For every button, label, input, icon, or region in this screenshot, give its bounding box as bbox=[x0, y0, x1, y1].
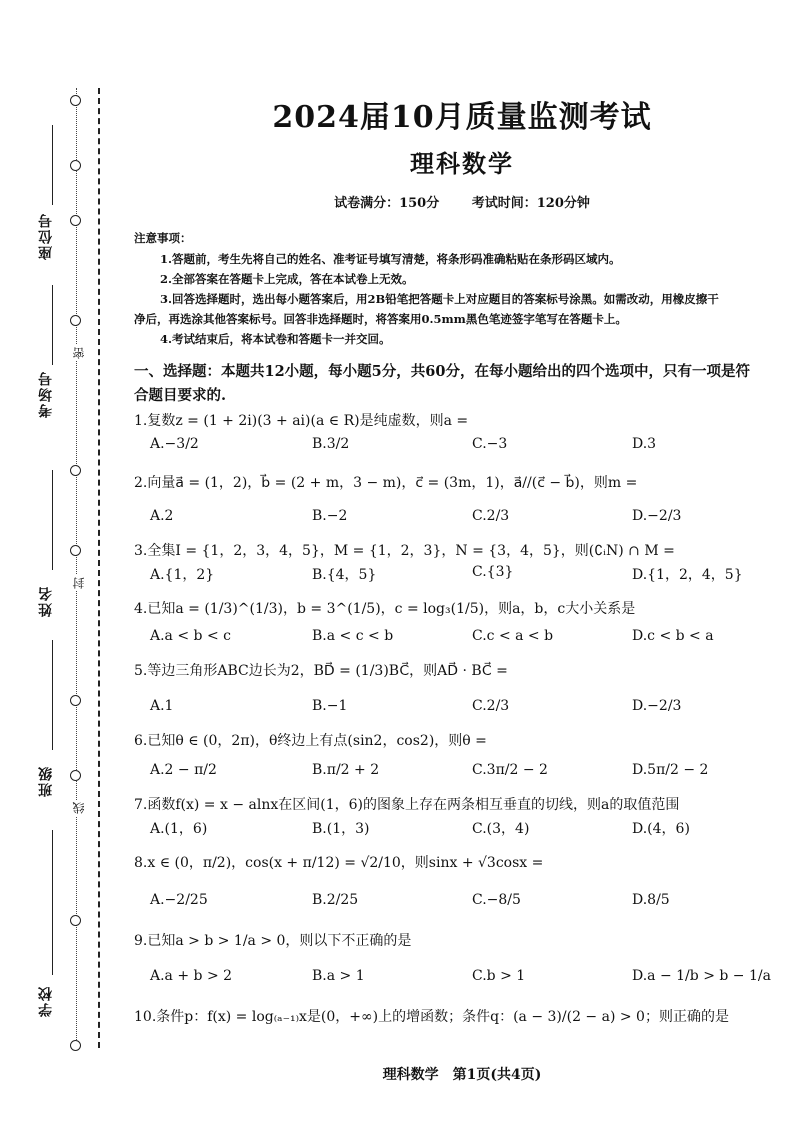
notes-heading: 注意事项： bbox=[134, 231, 192, 245]
option-b[interactable]: B.a < c < b bbox=[312, 628, 394, 644]
notes-block bbox=[134, 228, 790, 349]
option-b[interactable]: B.a > 1 bbox=[312, 968, 365, 984]
option-c[interactable]: C.3π/2 − 2 bbox=[472, 762, 548, 778]
option-d[interactable]: D.−2/3 bbox=[632, 508, 682, 524]
question-stem-8: 8.x ∈ (0，π/2)，cos(x + π/12) = √2/10，则sinx + √3cosx = bbox=[134, 855, 544, 871]
binding-hole bbox=[70, 1040, 81, 1051]
question-options-3 bbox=[150, 564, 790, 586]
label-seat-number: 座位号 bbox=[38, 212, 54, 260]
seal-char: 线 bbox=[72, 802, 86, 814]
option-c[interactable]: C.c < a < b bbox=[472, 628, 554, 644]
binding-margin bbox=[0, 0, 120, 1122]
question-options-2 bbox=[150, 508, 790, 530]
label-room-number: 考场号 bbox=[38, 370, 54, 418]
option-a[interactable]: A.{1，2} bbox=[150, 567, 215, 583]
duration: 考试时间：120分钟 bbox=[471, 196, 590, 211]
note-item-continued: 净后，再选涂其他答案标号。回答非选择题时，将答案用0.5mm黑色笔迹签字笔写在答题卡上。 bbox=[134, 312, 627, 326]
label-school: 学校 bbox=[38, 985, 54, 1017]
question-options-4 bbox=[150, 628, 790, 650]
option-c[interactable]: C.−8/5 bbox=[472, 892, 521, 908]
question-stem-6: 6.已知θ ∈ (0，2π)，θ终边上有点(sin2，cos2)，则θ = bbox=[134, 733, 487, 749]
question-stem-9: 9.已知a > b > 1/a > 0，则以下不正确的是 bbox=[134, 933, 412, 949]
school-field[interactable] bbox=[52, 830, 53, 975]
binding-hole bbox=[70, 315, 81, 326]
option-a[interactable]: A.a < b < c bbox=[150, 628, 231, 644]
binding-hole bbox=[70, 915, 81, 926]
seal-dotted-line bbox=[76, 88, 77, 1048]
question-options-5 bbox=[150, 698, 790, 720]
binding-hole bbox=[70, 695, 81, 706]
option-d[interactable]: D.{1，2，4，5} bbox=[632, 567, 743, 583]
label-class: 班级 bbox=[38, 765, 54, 797]
option-d[interactable]: D.5π/2 − 2 bbox=[632, 762, 709, 778]
class-field[interactable] bbox=[52, 640, 53, 750]
option-d[interactable]: D.(4，6) bbox=[632, 821, 690, 837]
name-field[interactable] bbox=[52, 470, 53, 570]
question-stem-1: 1.复数z = (1 + 2i)(3 + ai)(a ∈ R)是纯虚数，则a = bbox=[134, 413, 469, 429]
option-a[interactable]: A.2 − π/2 bbox=[150, 762, 217, 778]
option-a[interactable]: A.2 bbox=[150, 508, 174, 524]
option-d[interactable]: D.a − 1/b > b − 1/a bbox=[632, 968, 771, 984]
note-item: 1.答题前，考生先将自己的姓名、准考证号填写清楚，将条形码准确粘贴在条形码区域内。 bbox=[160, 252, 621, 266]
page-footer: 理科数学 第1页(共4页) bbox=[382, 1067, 542, 1083]
binding-hole bbox=[70, 770, 81, 781]
option-b[interactable]: B.{4，5} bbox=[312, 567, 377, 583]
question-options-1 bbox=[150, 436, 790, 458]
option-b[interactable]: B.2/25 bbox=[312, 892, 359, 908]
binding-hole bbox=[70, 215, 81, 226]
question-options-6 bbox=[150, 762, 790, 784]
section-line-2: 合题目要求的. bbox=[134, 387, 227, 404]
binding-hole bbox=[70, 545, 81, 556]
binding-hole bbox=[70, 465, 81, 476]
option-a[interactable]: A.a + b > 2 bbox=[150, 968, 233, 984]
question-options-8 bbox=[150, 892, 790, 914]
option-c[interactable]: C.2/3 bbox=[472, 508, 510, 524]
seal-char: 封 bbox=[72, 577, 86, 589]
option-c[interactable]: C.b > 1 bbox=[472, 968, 526, 984]
exam-subject: 理科数学 bbox=[410, 149, 514, 178]
seal-char: 密 bbox=[72, 347, 86, 359]
option-c[interactable]: C.−3 bbox=[472, 436, 508, 452]
question-stem-7: 7.函数f(x) = x − alnx在区间(1，6)的图象上存在两条相互垂直的切线，则a的取值范围 bbox=[134, 797, 680, 813]
option-d[interactable]: D.c < b < a bbox=[632, 628, 714, 644]
option-b[interactable]: B.π/2 + 2 bbox=[312, 762, 380, 778]
question-stem-10: 10.条件p：f(x) = log₍ₐ₋₁₎x是(0，+∞)上的增函数；条件q：(a − 3)/(2 − a) > 0；则正确的是 bbox=[134, 1009, 729, 1025]
question-options-9 bbox=[150, 968, 790, 990]
full-score: 试卷满分：150分 bbox=[334, 196, 440, 211]
exam-meta bbox=[130, 192, 794, 211]
label-name: 姓名 bbox=[38, 585, 54, 617]
seat-number-field[interactable] bbox=[52, 125, 53, 205]
option-d[interactable]: D.3 bbox=[632, 436, 657, 452]
cut-line bbox=[98, 88, 100, 1048]
section-heading bbox=[134, 360, 790, 408]
option-c[interactable]: C.2/3 bbox=[472, 698, 510, 714]
option-a[interactable]: A.−3/2 bbox=[150, 436, 199, 452]
question-stem-5: 5.等边三角形ABC边长为2，BD⃗ = (1/3)BC⃗，则AD⃗ · BC⃗ = bbox=[134, 663, 508, 679]
exam-title: 2024届10月质量监测考试 bbox=[272, 100, 652, 135]
note-item: 4.考试结束后，将本试卷和答题卡一并交回。 bbox=[160, 332, 391, 346]
room-number-field[interactable] bbox=[52, 285, 53, 365]
question-stem-3: 3.全集I = {1，2，3，4，5}，M = {1，2，3}，N = {3，4，5}，则(∁ᵢN) ∩ M = bbox=[134, 543, 675, 559]
option-b[interactable]: B.−2 bbox=[312, 508, 348, 524]
binding-hole bbox=[70, 95, 81, 106]
option-a[interactable]: A.(1，6) bbox=[150, 821, 208, 837]
option-d[interactable]: D.8/5 bbox=[632, 892, 670, 908]
section-line-1: 一、选择题：本题共12小题，每小题5分，共60分，在每小题给出的四个选项中，只有一项是符 bbox=[134, 363, 750, 380]
option-a[interactable]: A.1 bbox=[150, 698, 174, 714]
option-b[interactable]: B.−1 bbox=[312, 698, 348, 714]
note-item: 2.全部答案在答题卡上完成，答在本试卷上无效。 bbox=[160, 272, 414, 286]
question-stem-2: 2.向量a⃗ = (1，2)，b⃗ = (2 + m，3 − m)，c⃗ = (3m，1)，a⃗//(c⃗ − b⃗)，则m = bbox=[134, 475, 638, 491]
option-c[interactable]: C.{3} bbox=[472, 564, 514, 580]
binding-hole bbox=[70, 160, 81, 171]
note-item: 3.回答选择题时，选出每小题答案后，用2B铅笔把答题卡上对应题目的答案标号涂黑。如需改动，用橡皮擦干 bbox=[160, 292, 719, 306]
option-b[interactable]: B.3/2 bbox=[312, 436, 350, 452]
question-stem-4: 4.已知a = (1/3)^(1/3)，b = 3^(1/5)，c = log₃(1/5)，则a，b，c大小关系是 bbox=[134, 601, 636, 617]
option-d[interactable]: D.−2/3 bbox=[632, 698, 682, 714]
question-options-7 bbox=[150, 818, 790, 840]
option-c[interactable]: C.(3，4) bbox=[472, 821, 530, 837]
option-a[interactable]: A.−2/25 bbox=[150, 892, 208, 908]
option-b[interactable]: B.(1，3) bbox=[312, 821, 370, 837]
